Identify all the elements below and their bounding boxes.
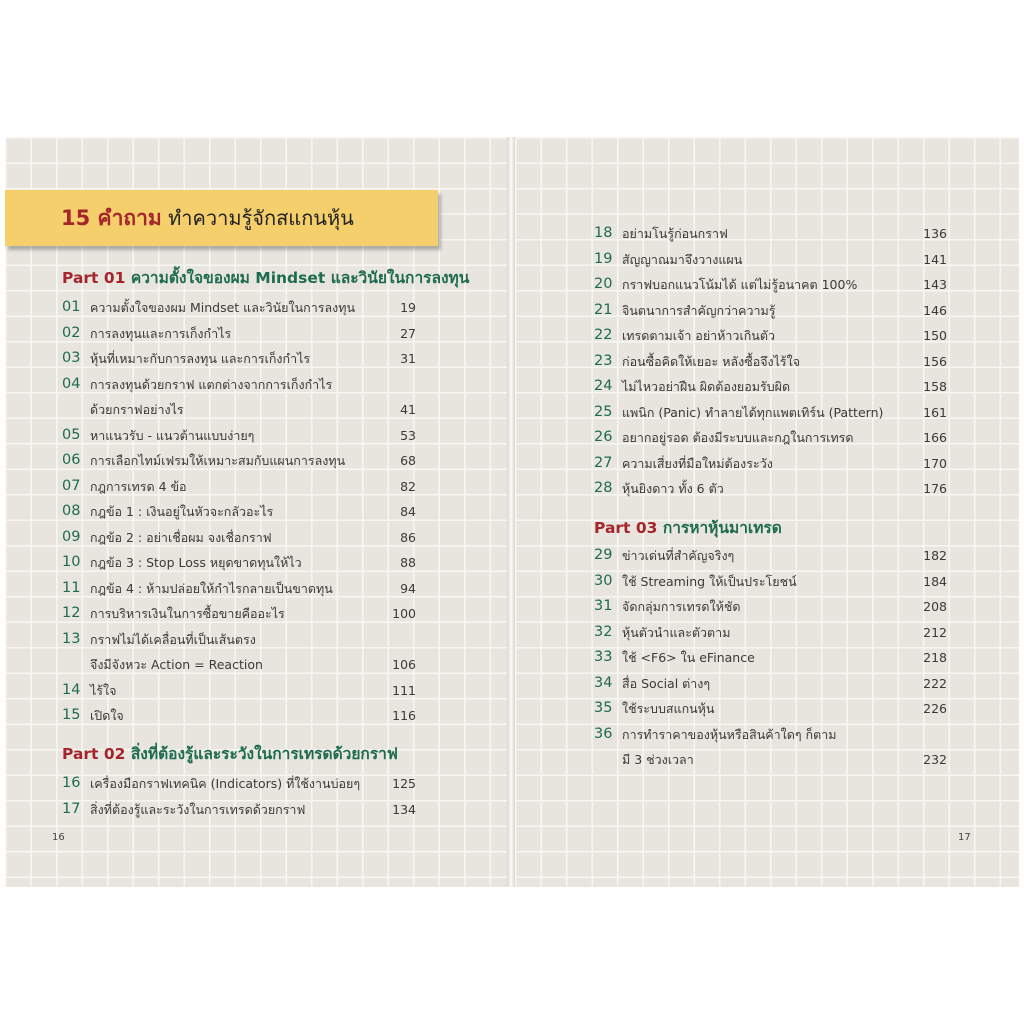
toc-entry-title: จึงมีจังหวะ Action = Reaction [90,657,263,672]
toc-entry [594,747,947,772]
toc-entry-number: 26 [594,429,613,445]
toc-entry-title: ใช้ <F6> ใน eFinance [622,650,755,665]
toc-entry [594,323,947,348]
toc-entry-title: กฎข้อ 4 : ห้ามปล่อยให้กำไรกลายเป็นขาดทุน [90,580,333,596]
part-title: สิ่งที่ต้องรู้และระวังในการเทรดด้วยกราฟ [130,745,398,763]
toc-entry-page: 116 [392,708,416,723]
toc-entry-page: 166 [923,430,947,445]
toc-entry-page: 182 [923,548,947,563]
toc-entry-page: 184 [923,573,947,589]
page-number-right: 17 [958,832,971,843]
toc-entry-title: การลงทุนด้วยกราฟ แตกต่างจากการเก็งกำไร [90,376,333,392]
toc-entry [594,620,947,645]
toc-entry-number: 07 [62,477,81,494]
part-01-heading [62,265,469,290]
toc-entry-number: 23 [594,352,613,369]
toc-entry [594,272,947,297]
toc-entry-page: 134 [392,801,416,817]
toc-entry-number: 24 [594,378,613,394]
toc-entry [594,298,947,323]
toc-entry-number: 18 [594,225,613,241]
toc-entry-title: กราฟไม่ได้เคลื่อนที่เป็นเส้นตรง [90,631,256,647]
toc-entry-title: สัญญาณมาจึงวางแผน [622,251,743,267]
part-02-heading [62,741,398,766]
toc-entry [594,476,947,501]
toc-entry-title: กราฟบอกแนวโน้มได้ แต่ไม่รู้อนาคต 100% [622,277,858,292]
toc-entry [594,451,947,476]
toc-entry-number: 03 [62,350,81,366]
toc-entry-number: 12 [62,605,81,621]
toc-entry-page: 161 [923,404,947,420]
toc-entry-page: 212 [923,624,947,640]
chapter-title [61,190,354,246]
toc-entry-page: 31 [400,351,416,366]
toc-entry-title: ข่าวเด่นที่สำคัญจริงๆ [622,548,735,563]
toc-entry-page: 176 [923,481,947,496]
toc-entry-title: กฎการเทรด 4 ข้อ [90,478,187,494]
toc-entry-number: 02 [62,324,81,341]
toc-entry-title: ไร้ใจ [90,682,117,698]
toc-entry-number: 28 [594,480,613,496]
toc-entry-title: ก่อนซื้อคิดให้เยอะ หลังซื้อจึงไร้ใจ [622,353,801,369]
toc-entry [62,652,416,677]
toc-entry-number: 15 [62,707,81,723]
toc-entry [62,474,416,499]
toc-entry-title: กฎข้อ 3 : Stop Loss หยุดขาดทุนให้ไว [90,555,302,570]
toc-entry-number: 27 [594,454,613,471]
toc-entry-page: 19 [400,300,416,315]
toc-entry-title: เทรดตามเจ้า อย่าห้าวเกินตัว [622,328,775,343]
toc-entry-number: 05 [62,426,81,443]
toc-entry-number: 20 [594,276,613,292]
toc-entry [594,569,947,594]
toc-entry-title: แพนิก (Panic) ทำลายได้ทุกแพตเทิร์น (Pattern) [622,404,884,420]
toc-entry-title: หุ้นตัวนำและตัวตาม [622,624,731,640]
toc-entry-title: หุ้นที่เหมาะกับการลงทุน และการเก็งกำไร [90,351,311,366]
toc-entry-page: 125 [392,776,416,791]
toc-entry-number: 01 [62,299,81,315]
toc-entry-number: 14 [62,681,81,698]
toc-entry-page: 94 [400,580,416,596]
toc-entry-page: 27 [400,325,416,341]
toc-entry-page: 158 [923,379,947,394]
toc-entry-page: 84 [400,504,416,519]
toc-entry [594,543,947,568]
toc-entry-title: ความเสี่ยงที่มือใหม่ต้องระวัง [622,455,773,471]
toc-entry [62,576,416,601]
toc-entry [62,295,416,320]
toc-entry [594,221,947,246]
part-title: การหาหุ้นมาเทรด [662,519,782,537]
part-title: ความตั้งใจของผม Mindset และวินัยในการลงทุน [130,269,470,287]
toc-entry [62,771,416,796]
toc-entry [594,425,947,450]
toc-entry-page: 141 [923,251,947,267]
toc-entry-number: 25 [594,403,613,420]
toc-entry-title: การลงทุนและการเก็งกำไร [90,325,232,341]
right-page [515,137,1019,887]
toc-entry-page: 41 [400,402,416,417]
toc-entry-number: 30 [594,572,613,589]
toc-entry-number: 19 [594,250,613,267]
toc-entry-number: 32 [594,623,613,640]
toc-entry-number: 10 [62,554,81,570]
part-label: Part 01 [62,269,126,287]
toc-entry [594,349,947,374]
toc-entry-number: 13 [62,630,81,647]
toc-entry [594,594,947,619]
toc-entry [62,448,416,473]
toc-entry-number: 33 [594,649,613,665]
part-03-heading [594,515,782,540]
toc-entry [594,696,947,721]
toc-entry-page: 146 [923,302,947,318]
toc-entry [594,722,947,747]
toc-entry-page: 156 [923,353,947,369]
toc-entry-title: จินตนาการสำคัญกว่าความรู้ [622,302,776,318]
toc-entry-number: 06 [62,452,81,468]
toc-entry-number: 36 [594,725,613,742]
toc-entry-number: 31 [594,598,613,614]
toc-entry-title: หุ้นยิงดาว ทั้ง 6 ตัว [622,481,724,496]
toc-entry [594,247,947,272]
toc-entry-page: 106 [392,657,416,672]
toc-entry-title: อย่ามโนรู้ก่อนกราฟ [622,226,728,241]
toc-entry-page: 82 [400,478,416,494]
toc-entry-title: ใช้ Streaming ให้เป็นประโยชน์ [622,573,797,589]
chapter-subtitle: ทำความรู้จักสแกนหุ้น [168,206,354,230]
book-gutter [507,137,515,887]
toc-entry [594,400,947,425]
toc-entry-title: ใช้ระบบสแกนหุ้น [622,701,715,716]
toc-entry [62,703,416,728]
toc-entry-page: 218 [923,650,947,665]
toc-entry [62,550,416,575]
toc-entry-page: 53 [400,427,416,443]
toc-entry-page: 232 [923,752,947,767]
toc-entry-title: หาแนวรับ - แนวต้านแบบง่ายๆ [90,427,255,443]
part-label: Part 02 [62,745,126,763]
toc-entry-title: ความตั้งใจของผม Mindset และวินัยในการลงทุน [90,300,355,315]
toc-entry-page: 226 [923,701,947,716]
toc-entry-title: ด้วยกราฟอย่างไร [90,402,184,417]
toc-entry-number: 08 [62,503,81,519]
toc-entry-number: 22 [594,327,613,343]
toc-entry [62,678,416,703]
toc-entry-title: กฎข้อ 2 : อย่าเชื่อผม จงเชื่อกราฟ [90,529,272,545]
page-number-left: 16 [52,832,65,843]
toc-entry-page: 208 [923,599,947,614]
toc-entry-title: การเลือกไทม์เฟรมให้เหมาะสมกับแผนการลงทุน [90,453,346,468]
toc-entry [62,601,416,626]
toc-entry-title: การบริหารเงินในการซื้อขายคืออะไร [90,606,285,621]
toc-entry [594,645,947,670]
toc-entry-number: 35 [594,700,613,716]
toc-entry-page: 222 [923,675,947,691]
toc-entry [62,397,416,422]
toc-entry-page: 143 [923,277,947,292]
toc-entry [62,627,416,652]
toc-entry-title: สิ่งที่ต้องรู้และระวังในการเทรดด้วยกราฟ [90,801,306,817]
toc-entry-title: เครื่องมือกราฟเทคนิค (Indicators) ที่ใช้งานบ่อยๆ [90,776,361,791]
toc-entry-title: เปิดใจ [90,708,124,723]
toc-entry-number: 16 [62,775,81,791]
toc-entry [62,346,416,371]
toc-entry-title: จัดกลุ่มการเทรดให้ชัด [622,599,741,614]
toc-entry-title: กฎข้อ 1 : เงินอยู่ในหัวจะกลัวอะไร [90,504,274,519]
toc-entry-number: 09 [62,528,81,545]
toc-entry-page: 86 [400,529,416,545]
toc-entry-number: 34 [594,674,613,691]
toc-entry [62,525,416,550]
toc-entry [594,671,947,696]
toc-entry-page: 150 [923,328,947,343]
toc-entry-page: 170 [923,455,947,471]
toc-entry-page: 136 [923,226,947,241]
toc-entry [62,423,416,448]
toc-entry-title: มี 3 ช่วงเวลา [622,752,694,767]
toc-entry-title: การทำราคาของหุ้นหรือสินค้าใดๆ ก็ตาม [622,726,837,742]
toc-entry-number: 17 [62,800,81,817]
toc-entry [62,499,416,524]
chapter-number: 15 คำถาม [61,206,162,230]
toc-entry-page: 111 [392,682,416,698]
toc-entry-number: 11 [62,579,81,596]
toc-entry-title: อยากอยู่รอด ต้องมีระบบและกฎในการเทรด [622,430,854,445]
part-label: Part 03 [594,519,658,537]
toc-entry-page: 88 [400,555,416,570]
toc-entry [594,374,947,399]
toc-entry-title: สื่อ Social ต่างๆ [622,675,711,691]
chapter-banner [5,190,438,246]
toc-entry-number: 21 [594,301,613,318]
toc-entry [62,321,416,346]
left-page [5,137,507,887]
toc-entry [62,372,416,397]
toc-entry-title: ไม่ไหวอย่าฝืน ผิดต้องยอมรับผิด [622,379,791,394]
toc-entry [62,797,416,822]
toc-entry-number: 29 [594,547,613,563]
toc-entry-number: 04 [62,375,81,392]
toc-entry-page: 68 [400,453,416,468]
toc-entry-page: 100 [392,606,416,621]
